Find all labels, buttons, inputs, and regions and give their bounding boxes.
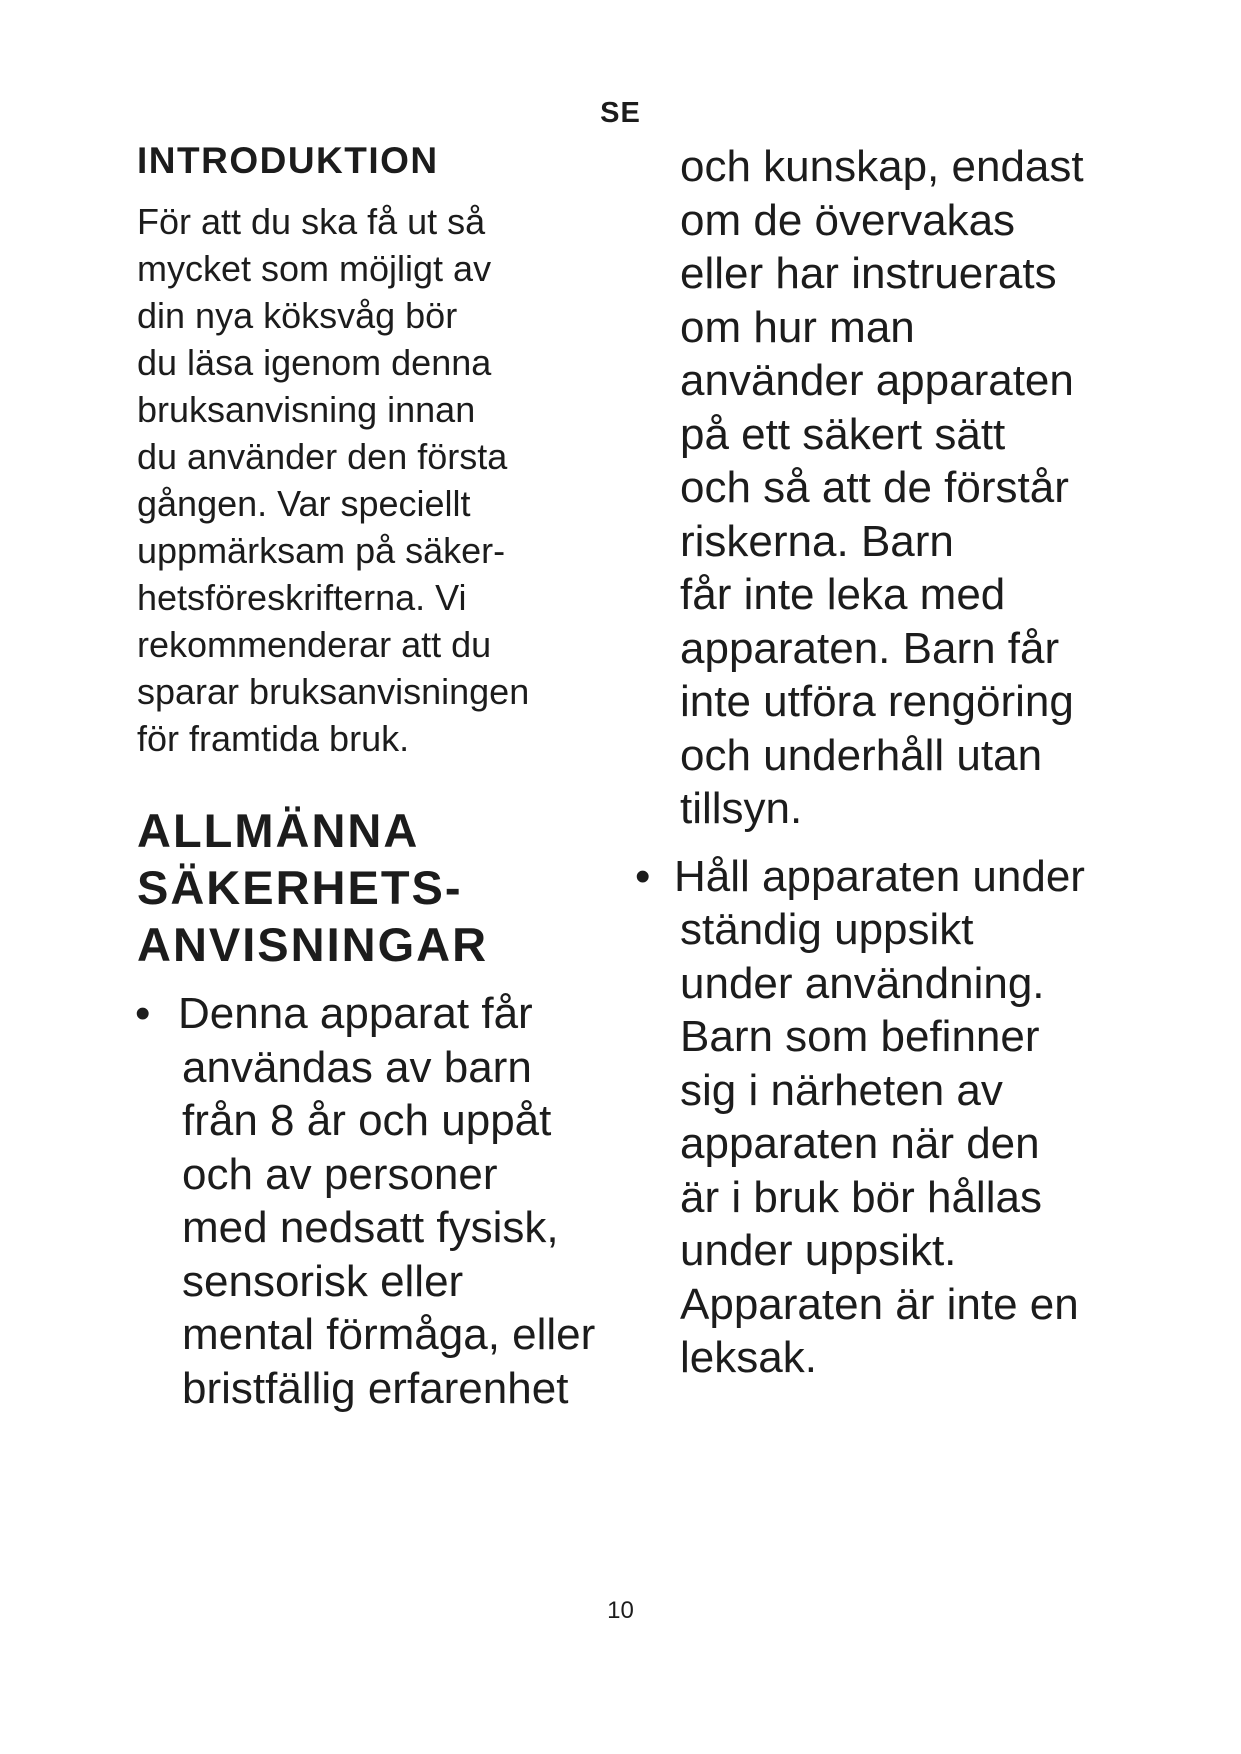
bullet-line: Håll apparaten under <box>674 851 1085 901</box>
intro-paragraph <box>137 198 637 762</box>
bullet-line: Apparaten är inte en <box>680 1279 1079 1329</box>
intro-line: för framtida bruk. <box>137 718 410 759</box>
intro-line: sparar bruksanvisningen <box>137 671 530 712</box>
bullet-continuation <box>680 140 1150 836</box>
intro-line: du läsa igenom denna <box>137 342 492 383</box>
continuation-line: eller har instruerats <box>680 249 1057 298</box>
bullet-line: användas av barn <box>182 1042 532 1092</box>
continuation-line: och kunskap, endast <box>680 142 1084 191</box>
bullet-line: är i bruk bör hållas <box>680 1172 1042 1222</box>
bullet-line: bristfällig erfarenhet <box>182 1363 569 1413</box>
safety-heading-line: SÄKERHETS- <box>137 861 463 914</box>
bullet-children-persons <box>137 987 637 1415</box>
intro-line: mycket som möjligt av <box>137 248 492 289</box>
bullet-dot: • <box>635 851 651 901</box>
bullet-line: under uppsikt. <box>680 1226 957 1275</box>
intro-line: din nya köksvåg bör <box>137 295 458 336</box>
bullet-line: från 8 år och uppåt <box>182 1096 552 1145</box>
bullet-line: apparaten när den <box>680 1119 1040 1168</box>
safety-heading-line: ANVISNINGAR <box>137 918 489 971</box>
continuation-line: inte utföra rengöring <box>680 677 1074 726</box>
left-column <box>137 140 637 1415</box>
continuation-line: får inte leka med <box>680 570 1006 619</box>
continuation-line: om hur man <box>680 302 915 352</box>
language-code: SE <box>600 97 641 129</box>
bullet-supervision <box>635 850 1150 1385</box>
intro-line: du använder den första <box>137 436 508 477</box>
continuation-line: tillsyn. <box>680 784 803 833</box>
intro-line: gången. Var speciellt <box>137 483 471 524</box>
intro-heading: INTRODUKTION <box>137 140 439 181</box>
continuation-line: apparaten. Barn får <box>680 623 1060 673</box>
continuation-line: och så att de förstår <box>680 463 1069 512</box>
intro-line: hetsföreskrifterna. Vi <box>137 577 467 618</box>
continuation-line: och underhåll utan <box>680 730 1043 780</box>
continuation-line: om de övervakas <box>680 195 1016 245</box>
bullet-line: mental förmåga, eller <box>182 1310 596 1359</box>
bullet-line: Barn som befinner <box>680 1012 1040 1061</box>
page-number: 10 <box>607 1597 634 1624</box>
bullet-line: leksak. <box>680 1333 817 1382</box>
bullet-line: sensorisk eller <box>182 1256 464 1306</box>
continuation-line: riskerna. Barn <box>680 516 954 566</box>
bullet-line: och av personer <box>182 1149 498 1199</box>
bullet-line: under användning. <box>680 958 1045 1008</box>
intro-line: För att du ska få ut så <box>137 201 486 242</box>
bullet-line: ständig uppsikt <box>680 905 974 954</box>
bullet-dot: • <box>135 989 151 1038</box>
bullet-line: med nedsatt fysisk, <box>182 1203 559 1252</box>
safety-heading <box>137 802 637 973</box>
right-column <box>635 140 1150 1385</box>
bullet-line: sig i närheten av <box>680 1065 1003 1115</box>
intro-line: rekommenderar att du <box>137 624 492 665</box>
intro-line: bruksanvisning innan <box>137 389 476 430</box>
safety-heading-line: ALLMÄNNA <box>137 804 420 857</box>
intro-line: uppmärksam på säker- <box>137 530 506 571</box>
bullet-line: Denna apparat får <box>178 989 533 1038</box>
continuation-line: använder apparaten <box>680 356 1074 405</box>
continuation-line: på ett säkert sätt <box>680 409 1006 459</box>
